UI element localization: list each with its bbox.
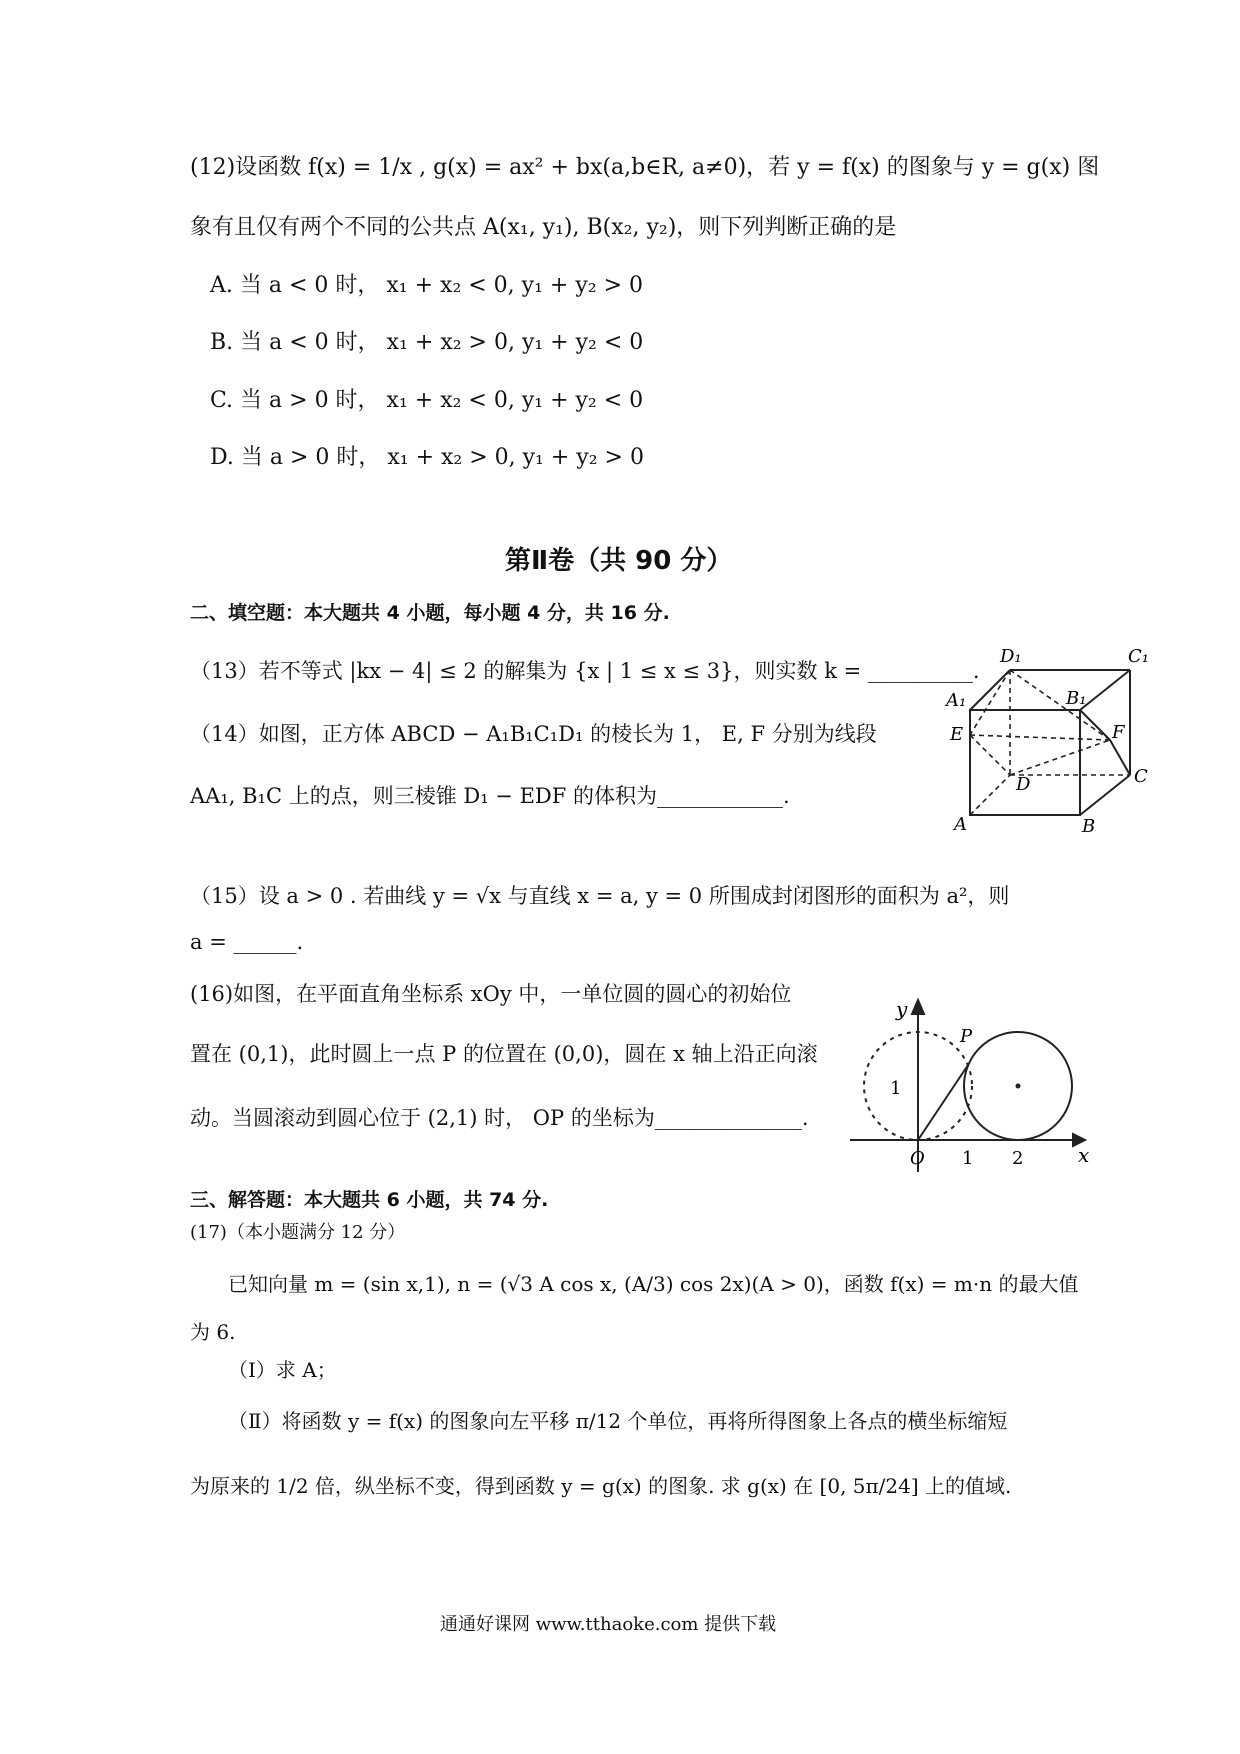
q12-line2: 象有且仅有两个不同的公共点 A(x₁, y₁), B(x₂, y₂)，则下列判断正确的是 — [190, 215, 897, 240]
q17-part2-line1: （Ⅱ）将函数 y = f(x) 的图象向左平移 π/12 个单位，再将所得图象上各点的横坐标缩短 — [228, 1409, 1008, 1433]
page-footer: 通通好课网 www.tthaoke.com 提供下载 — [440, 1614, 777, 1635]
cube-label-e: E — [950, 724, 964, 745]
q17-part2-line2: 为原来的 1/2 倍，纵坐标不变，得到函数 y = g(x) 的图象. 求 g(x) 在 [0, 5π/24] 上的值域. — [190, 1474, 1012, 1498]
q17-header: (17)（本小题满分 12 分） — [190, 1222, 406, 1243]
cube-label-b: B — [1082, 816, 1096, 835]
cube-label-a1: A₁ — [946, 690, 967, 711]
circle-label-one-x: 1 — [962, 1148, 974, 1169]
section2-heading: 二、填空题：本大题共 4 小题，每小题 4 分，共 16 分. — [190, 602, 670, 624]
q17-line2: 为 6. — [190, 1320, 236, 1344]
section3-heading: 三、解答题：本大题共 6 小题，共 74 分. — [190, 1189, 549, 1211]
q14-line1: （14）如图，正方体 ABCD − A₁B₁C₁D₁ 的棱长为 1， E, F 分别为线段 — [190, 722, 877, 746]
q12-option-b: B. 当 a < 0 时， x₁ + x₂ > 0, y₁ + y₂ < 0 — [210, 330, 644, 355]
part2-title: 第Ⅱ卷（共 90 分） — [505, 546, 733, 576]
cube-label-a: A — [954, 814, 967, 835]
circle-label-x: x — [1078, 1143, 1090, 1167]
q12-line1: (12)设函数 f(x) = 1/x , g(x) = ax² + bx(a,b∈R, a≠0)，若 y = f(x) 的图象与 y = g(x) 图 — [190, 155, 1100, 180]
rolling-circle-figure — [840, 990, 1100, 1175]
cube-label-d1: D₁ — [1000, 646, 1022, 667]
circle-label-y: y — [896, 997, 908, 1021]
q16-line1: (16)如图，在平面直角坐标系 xOy 中，一单位圆的圆心的初始位 — [190, 982, 792, 1006]
cube-figure — [940, 640, 1150, 835]
q15-line2: a = ______. — [190, 930, 304, 954]
cube-label-c: C — [1134, 766, 1148, 787]
circle-label-p: P — [960, 1026, 973, 1047]
q14-line2: AA₁, B₁C 上的点，则三棱锥 D₁ − EDF 的体积为____________. — [190, 784, 790, 808]
circle-label-two-x: 2 — [1012, 1148, 1024, 1169]
q15-line1: （15）设 a > 0 . 若曲线 y = √x 与直线 x = a, y = 0 所围成封闭图形的面积为 a²，则 — [190, 884, 1010, 908]
circle-label-o: O — [910, 1148, 925, 1169]
q12-option-d: D. 当 a > 0 时， x₁ + x₂ > 0, y₁ + y₂ > 0 — [210, 445, 644, 470]
q13-text: （13）若不等式 |kx − 4| ≤ 2 的解集为 {x | 1 ≤ x ≤ 3}，则实数 k = __________. — [190, 659, 980, 683]
cube-label-f: F — [1112, 722, 1125, 743]
cube-label-c1: C₁ — [1128, 646, 1149, 667]
q12-option-c: C. 当 a > 0 时， x₁ + x₂ < 0, y₁ + y₂ < 0 — [210, 388, 644, 413]
cube-label-d: D — [1016, 774, 1031, 795]
cube-label-b1: B₁ — [1066, 688, 1087, 709]
q16-line2: 置在 (0,1)，此时圆上一点 P 的位置在 (0,0)，圆在 x 轴上沿正向滚 — [190, 1042, 818, 1066]
q16-line3: 动。当圆滚动到圆心位于 (2,1) 时， OP 的坐标为______________. — [190, 1106, 809, 1130]
q17-part1: （Ⅰ）求 A； — [228, 1358, 337, 1382]
q12-option-a: A. 当 a < 0 时， x₁ + x₂ < 0, y₁ + y₂ > 0 — [210, 273, 643, 298]
circle-label-one-y: 1 — [890, 1078, 902, 1099]
q17-line1: 已知向量 m = (sin x,1), n = (√3 A cos x, (A/3) cos 2x)(A > 0)，函数 f(x) = m·n 的最大值 — [228, 1272, 1079, 1296]
